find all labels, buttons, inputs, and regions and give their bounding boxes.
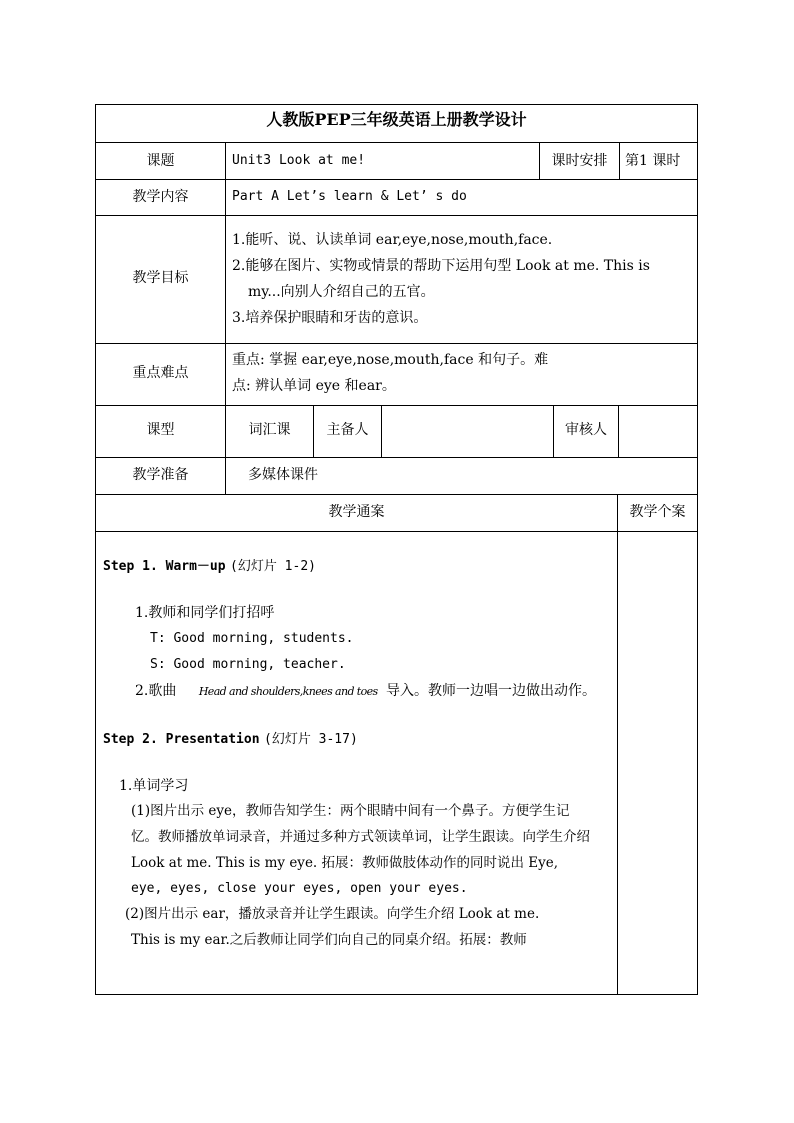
goals-label: 教学目标 [132,270,189,286]
prep-value: 多媒体课件 [248,467,318,483]
column-divider [225,142,226,495]
step1-item2 [135,683,596,700]
row-divider [95,405,698,406]
paragraph-line: This is my ear.之后教师让同学们向自己的同桌介绍。拓展：教师 [131,932,527,948]
dialogue-student: S: Good morning, teacher. [150,657,346,672]
row-divider [95,142,698,143]
song-suffix: 导入。教师一边唱一边做出动作。 [386,683,597,699]
step1-note: (幻灯片 1-2) [230,559,316,574]
row-divider [95,494,698,495]
schedule-label: 课时安排 [551,153,608,169]
schedule-value: 第1 课时 [625,153,681,169]
column-divider [381,405,382,458]
column-divider [619,142,620,180]
row-divider [95,457,698,458]
common-plan-header: 教学通案 [328,504,385,520]
reviewer-label: 审核人 [565,422,607,438]
keypoint-line: 点: 辨认单词 eye 和ear。 [232,378,396,394]
step1-heading [103,558,316,575]
prep-label: 教学准备 [132,467,189,483]
song-prefix: 2.歌曲 [135,683,177,699]
keypoint-line: 重点: 掌握 ear,eye,nose,mouth,face 和句子。难 [232,352,549,368]
row-divider [95,531,698,532]
paragraph-line: Look at me. This is my eye. 拓展：教师做肢体动作的同时说出 Eye, [131,855,559,871]
page-title: 人教版PEP三年级英语上册教学设计 [266,110,527,129]
column-divider [618,405,619,458]
goal-line: 2.能够在图片、实物或情景的帮助下运用句型 Look at me. This is [232,258,650,274]
topic-label: 课题 [146,153,175,169]
row-divider [95,179,698,180]
step1-title: Step 1. Warm－up [103,559,226,574]
step1-item1: 1.教师和同学们打招呼 [135,605,275,621]
paragraph-line: 忆。教师播放单词录音，并通过多种方式领读单词，让学生跟读。向学生介绍 [131,829,590,845]
keypoints-label: 重点难点 [132,365,189,381]
paragraph-line: (2)图片出示 ear，播放录音并让学生跟读。向学生介绍 Look at me. [125,906,540,922]
step2-title: Step 2. Presentation [103,732,260,747]
preparer-label: 主备人 [326,422,369,438]
content-label: 教学内容 [132,189,189,205]
lesson-type-label: 课型 [146,422,175,438]
row-divider [95,215,698,216]
goal-line: 3.培养保护眼睛和牙齿的意识。 [232,310,428,326]
paragraph-line: eye, eyes, close your eyes, open your eyes. [131,881,468,896]
step2-note: (幻灯片 3-17) [264,732,358,747]
content-value: Part A Let’s learn & Let’ s do [232,189,467,204]
step2-item1: 1.单词学习 [119,778,189,794]
table-border-left [95,104,96,995]
column-divider [617,494,618,995]
row-divider [95,343,698,344]
table-border-bottom [95,994,698,995]
song-title: Head and shoulders,knees and toes [198,685,378,698]
topic-value: Unit3 Look at me! [232,153,366,168]
dialogue-teacher: T: Good morning, students. [150,631,354,646]
goal-line: 1.能听、说、认读单词 ear,eye,nose,mouth,face. [232,232,553,248]
table-border-top [95,104,698,105]
goal-line: my...向别人介绍自己的五官。 [248,284,435,300]
individual-plan-header: 教学个案 [629,504,686,520]
step2-heading [103,731,358,748]
paragraph-line: (1)图片出示 eye，教师告知学生：两个眼睛中间有一个鼻子。方便学生记 [131,803,570,819]
lesson-type-value: 词汇课 [248,422,291,438]
table-border-right [697,104,698,995]
